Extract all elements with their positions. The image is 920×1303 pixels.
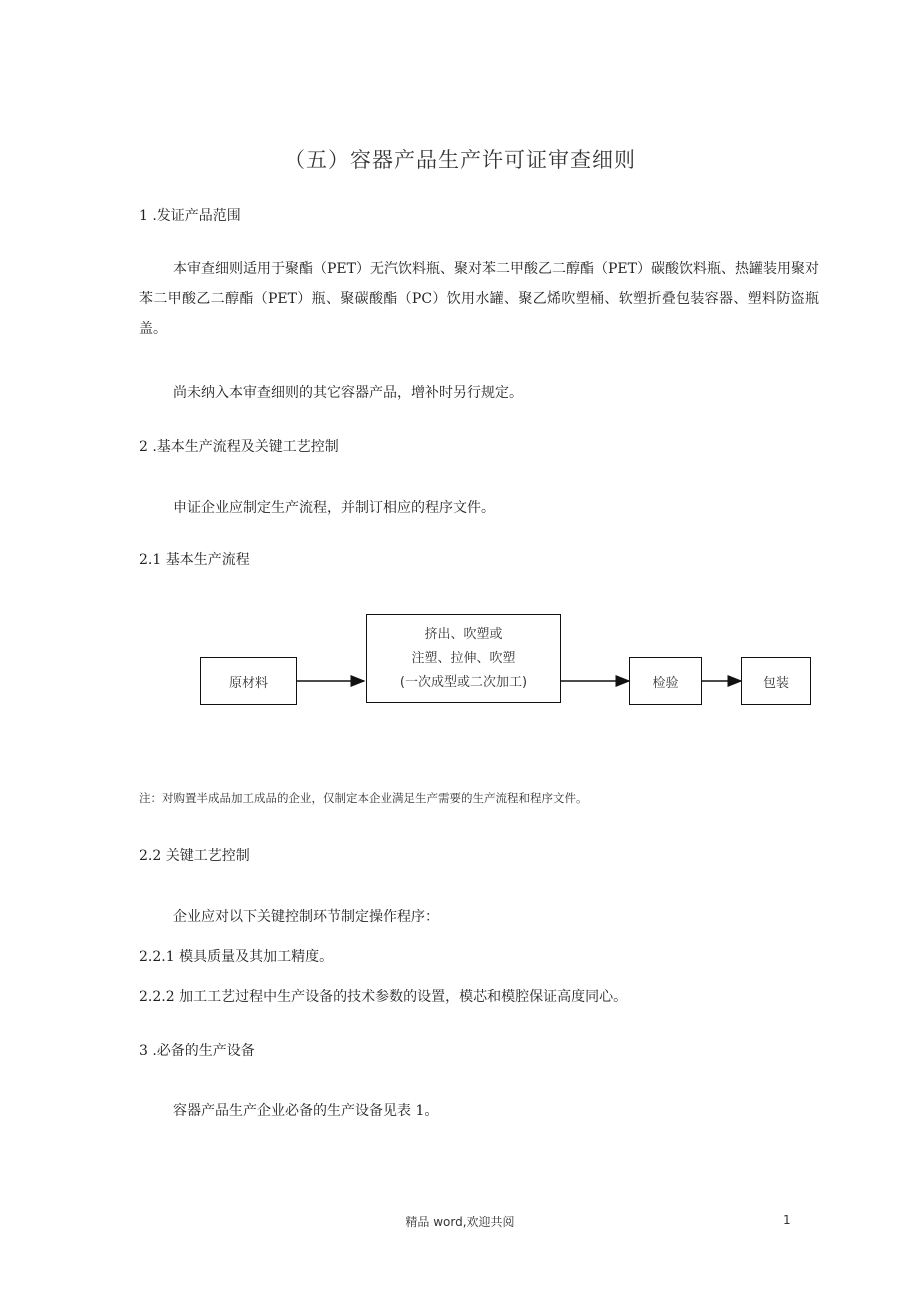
section1-paragraph-1: 本审查细则适用于聚酯（PET）无汽饮料瓶、聚对苯二甲酸乙二醇酯（PET）碳酸饮料瓶、热罐装用聚对苯二甲酸乙二醇酯（PET）瓶、聚碳酸酯（PC）饮用水罐、聚乙烯吹塑桶、软塑折叠包装容器、塑料防盗瓶盖。	[139, 261, 819, 337]
section2-2-paragraph: 企业应对以下关键控制环节制定操作程序：	[173, 909, 439, 925]
flow-note: 注：对购置半成品加工成品的企业，仅制定本企业满足生产需要的生产流程和程序文件。	[139, 791, 588, 805]
item-2-2-2: 2.2.2 加工工艺过程中生产设备的技术参数的设置，模芯和模腔保证高度同心。	[139, 989, 628, 1005]
section2-1-heading: 2.1 基本生产流程	[139, 552, 250, 568]
section3-paragraph: 容器产品生产企业必备的生产设备见表 1。	[173, 1103, 439, 1119]
flow-process-line3: (一次成型或二次加工)	[399, 674, 528, 690]
section1-paragraph-2: 尚未纳入本审查细则的其它容器产品，增补时另行规定。	[173, 385, 523, 401]
flow-process-line2: 注塑、拉伸、吹塑	[411, 650, 516, 666]
flow-raw-label: 原材料	[228, 675, 268, 691]
section3-heading: 3 .必备的生产设备	[139, 1043, 255, 1059]
flow-process-line1: 挤出、吹塑或	[424, 626, 503, 642]
flow-box-inspection	[629, 657, 702, 705]
footer-text: 精品 word,欢迎共阅	[405, 1215, 515, 1229]
section2-paragraph: 申证企业应制定生产流程，并制订相应的程序文件。	[173, 500, 495, 516]
flow-inspect-label: 检验	[652, 675, 679, 691]
flow-box-raw-material	[200, 657, 297, 705]
section1-heading: 1 .发证产品范围	[139, 208, 241, 224]
item-2-2-1: 2.2.1 模具质量及其加工精度。	[139, 949, 334, 965]
document-title: （五）容器产品生产许可证审查细则	[284, 148, 636, 172]
flow-box-packaging	[741, 657, 811, 705]
page-number: 1	[783, 1213, 791, 1227]
flow-pack-label: 包装	[762, 675, 789, 691]
section2-2-heading: 2.2 关键工艺控制	[139, 848, 250, 864]
flow-box-forming-process	[366, 614, 561, 703]
section2-heading: 2 .基本生产流程及关键工艺控制	[139, 439, 339, 455]
